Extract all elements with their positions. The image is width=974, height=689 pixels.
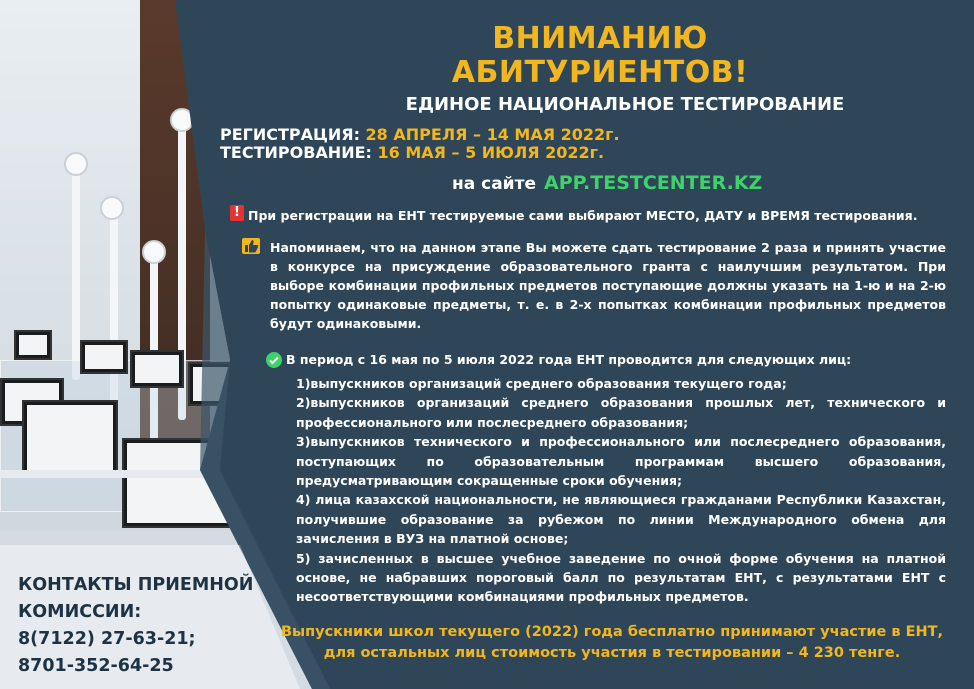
registration-note: При регистрации на ЕНТ тестируемые сами выбирают МЕСТО, ДАТУ и ВРЕМЯ тестирования. (248, 208, 918, 223)
list-item: 1)выпускников организаций среднего образования текущего года; (296, 376, 787, 391)
contacts-heading-2: КОМИССИИ: (18, 602, 142, 622)
site-prefix: на сайте (452, 174, 536, 194)
contacts-heading-1: КОНТАКТЫ ПРИЕМНОЙ (18, 575, 254, 595)
eligible-list (296, 374, 946, 607)
title-line-1: ВНИМАНИЮ (492, 21, 708, 56)
footer-note (262, 622, 962, 664)
page-subtitle: ЕДИНОЕ НАЦИОНАЛЬНОЕ ТЕСТИРОВАНИЕ (405, 94, 845, 115)
list-item: 4) лица казахской национальности, не являющиеся гражданами Республики Казахстан, получившие образование за рубежом по линии Международного обмена для зачисления в ВУЗ на платной основе; (296, 492, 946, 547)
testing-dates: 16 МАЯ – 5 ИЮЛЯ 2022г. (377, 143, 605, 162)
list-item: 5) зачисленных в высшее учебное заведение по очной форме обучения на платной основе, не набравших пороговый балл по результатам ЕНТ, с результатами ЕНТ с несоответствующими комбинациями профильных предметов. (296, 550, 946, 605)
registration-label: РЕГИСТРАЦИЯ: (220, 125, 360, 144)
thumbs-up-icon (242, 238, 260, 254)
period-intro: В период с 16 мая по 5 июля 2022 года ЕНТ проводится для следующих лиц: (286, 352, 852, 367)
footer-line-2: для остальных лиц стоимость участия в тестировании – 4 230 тенге. (323, 645, 901, 661)
contacts-block (18, 572, 268, 680)
footer-line-1: Выпускники школ текущего (2022) года бесплатно принимают участие в ЕНТ, (280, 624, 944, 640)
page-title (410, 22, 790, 90)
list-item: 3)выпускников технического и профессионального или послесреднего образования, поступающих по образовательным программам высшего образования, предусматривающим сокращенные сроки обучения; (296, 434, 946, 489)
title-line-2: АБИТУРИЕНТОВ! (451, 55, 749, 90)
site-link[interactable]: APP.TESTCENTER.KZ (543, 172, 763, 194)
exclamation-icon: ! (230, 205, 244, 221)
list-item: 2)выпускников организаций среднего образования прошлых лет, технического и профессионального или послесреднего образования; (296, 395, 946, 430)
testing-label: ТЕСТИРОВАНИЕ: (220, 143, 372, 162)
reminder-paragraph: Напоминаем, что на данном этапе Вы можете сдать тестирование 2 раза и принять участие в конкурсе на присуждение образовательного гранта с наилучшим результатом. При выборе комбинации профильных предметов поступающие должны указать на 1-ю и на 2-ю попытку одинаковые предметы, т. е. в 2-х попытках комбинации профильных предметов будут одинаковыми. (270, 240, 946, 331)
check-circle-icon (266, 352, 282, 368)
dates-block (220, 126, 620, 162)
phone-2[interactable]: 8701-352-64-25 (18, 656, 174, 676)
site-line (452, 172, 762, 194)
phone-1[interactable]: 8(7122) 27-63-21; (18, 629, 196, 649)
registration-dates: 28 АПРЕЛЯ – 14 МАЯ 2022г. (365, 125, 620, 144)
